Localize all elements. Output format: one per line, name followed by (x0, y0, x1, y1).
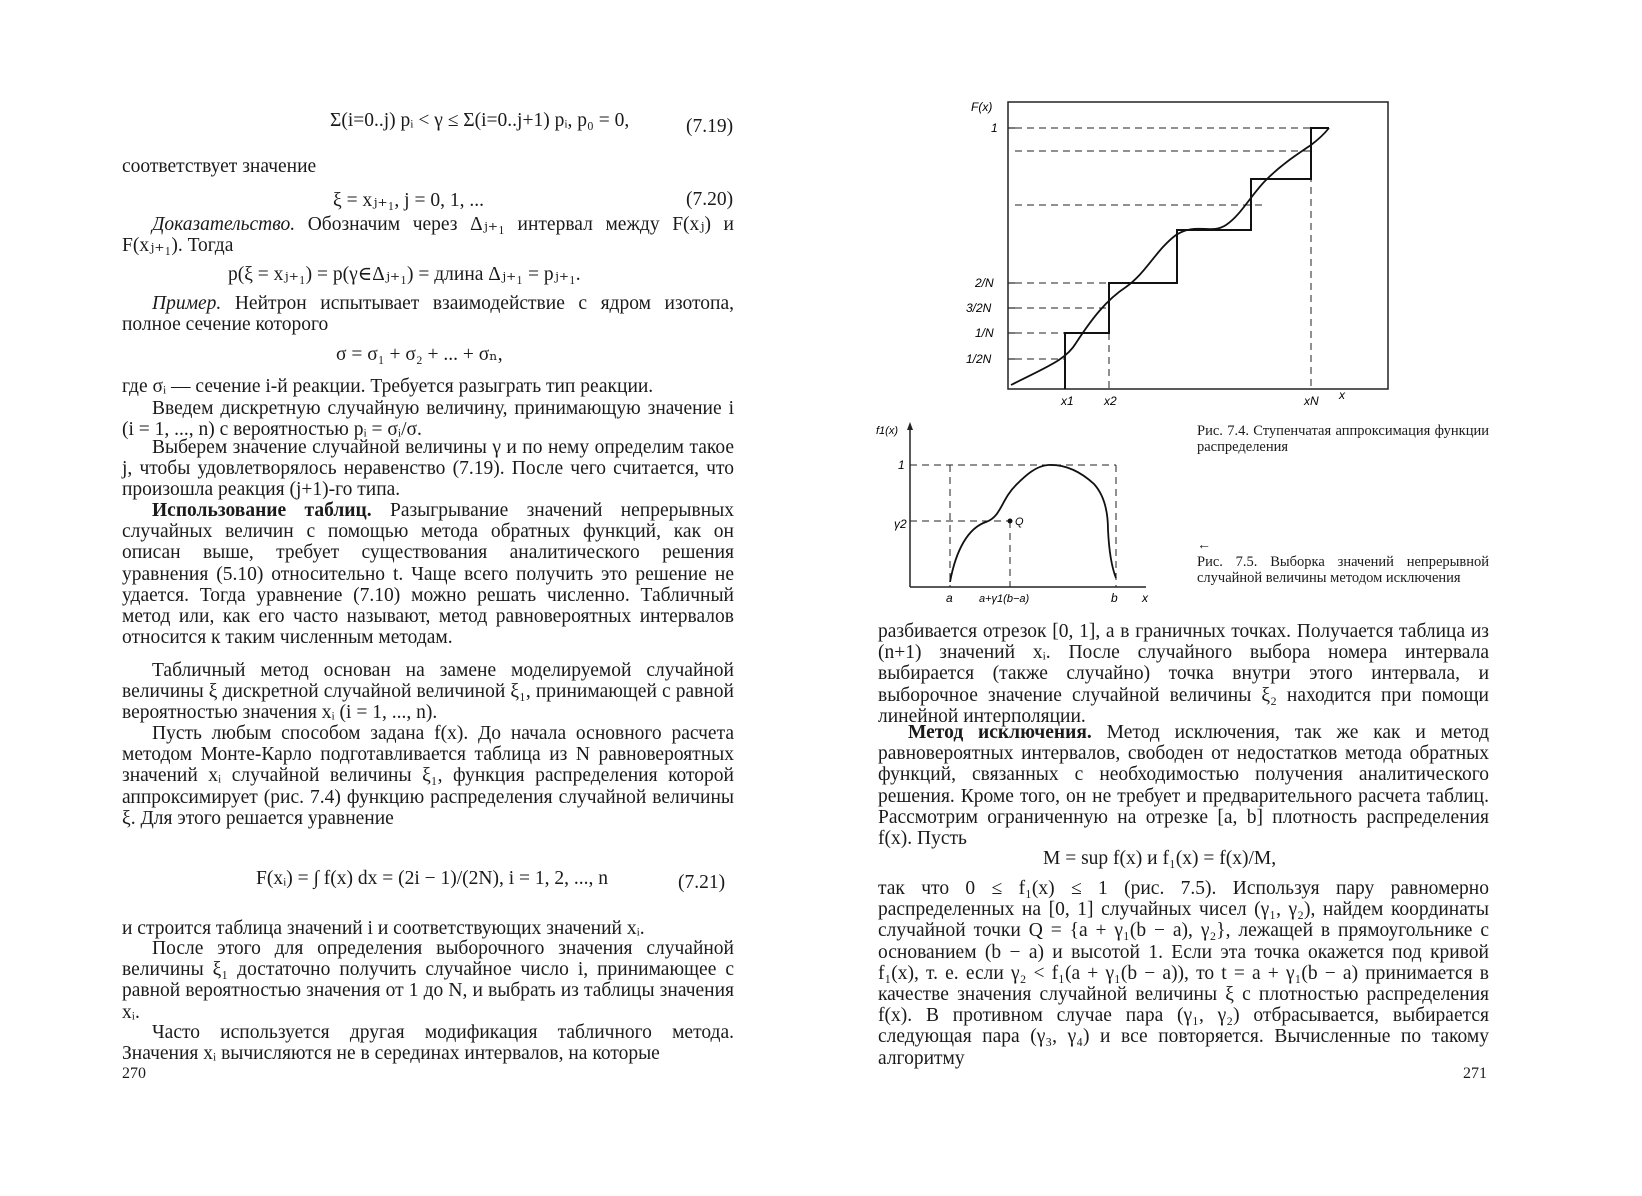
fig74-step-function (1065, 128, 1329, 389)
example-lead: Пример. (152, 293, 222, 314)
equation-7-19: Σ(i=0..j) pᵢ < γ ≤ Σ(i=0..j+1) pᵢ, p₀ = 0, (330, 110, 630, 131)
fig75-ytick-1: 1 (898, 458, 905, 472)
paragraph-tables (122, 500, 734, 648)
equation-number-7-21: (7.21) (678, 872, 726, 893)
fig74-ytick-3-2n: 3/2N (966, 301, 992, 315)
fig75-ytick-gamma2: γ2 (894, 517, 907, 531)
fig74-xtick-xn: xN (1304, 394, 1319, 408)
proof-lead: Доказательство. (152, 214, 296, 235)
fig75-arrow-mark: ← (1197, 538, 1211, 553)
paragraph-often: Часто используется другая модификация табличного метода. Значения xᵢ вычисляются не в серединах интервалов, на которые (122, 1022, 734, 1065)
paragraph-after: После этого для определения выборочного значения случайной величины ξ₁ достаточно получить случайное число i, принимающее с равной вероятностью значения от 1 до N, и выбрать из таблицы значения xᵢ. (122, 938, 734, 1023)
fig74-ticks (1008, 128, 1015, 359)
fig74-xtick-x1: x1 (1061, 394, 1074, 408)
fig74-xlabel: x (1339, 388, 1345, 402)
figure-7-5-exclusion-method (876, 420, 1176, 610)
equation-m-sup: M = sup f(x) и f₁(x) = f(x)/M, (1043, 848, 1277, 869)
paragraph-choose: Выберем значение случайной величины γ и по нему определим такое j, чтобы удовлетворялось неравенство (7.19). После чего считается, что произошла реакция (j+1)-го типа. (122, 437, 734, 501)
fig75-guide-lines (910, 465, 1116, 587)
fig75-ylabel: f1(x) (876, 425, 898, 437)
paragraph-split-segment: разбивается отрезок [0, 1], а в граничных точках. Получается таблица из (n+1) значений xᵢ. После случайного выбора номера интервала выбирается (также случайно) точка внутри этого интервала, и выборочное значение случайной величины ξ₂ находится при помощи линейной интерполяции. (878, 621, 1489, 727)
equation-sigma: σ = σ₁ + σ₂ + ... + σₙ, (336, 344, 503, 365)
tables-text: Разыгрывание значений непрерывных случайных величин с помощью метода обратных функций, как он описан выше, требует существования аналитического решения уравнения (5.10) относительно t. Чаще всего получить это решение не удается. Тогда уравнение (7.10) можно решать численно. Табличный метод или, как его часто называют, метод равновероятных интервалов относится к таким численным методам. (122, 500, 734, 649)
exclusion-text: Метод исключения, так же как и метод равновероятных интервалов, свободен от недостатков метода обратных функций, связанных с необходимостью получения аналитического решения. Кроме того, он не требует и предварительного расчета таблиц. Рассмотрим ограниченную на отрезке [a, b] плотность распределения f(x). Пусть (878, 722, 1489, 850)
paragraph-exclusion-method (878, 722, 1489, 849)
fig74-distribution-curve (1011, 128, 1329, 385)
text-line-corresponds: соответствует значение (122, 156, 317, 177)
paragraph-introduce: Введем дискретную случайную величину, принимающую значение i (i = 1, ..., n) с вероятностью pᵢ = σᵢ/σ. (122, 398, 734, 441)
fig74-ytick-2n: 2/N (975, 276, 994, 290)
fig75-xtick-b: b (1111, 591, 1118, 605)
equation-number-7-19: (7.19) (686, 116, 734, 137)
page-number-left: 270 (122, 1065, 146, 1082)
fig74-xtick-x2: x2 (1104, 394, 1117, 408)
paragraph-proof (122, 214, 734, 256)
figure-7-4-caption: Рис. 7.4. Ступенчатая аппроксимация функции распределения (1197, 423, 1489, 455)
paragraph-where: где σᵢ — сечение i-й реакции. Требуется разыграть тип реакции. (122, 376, 654, 397)
proof-text: Обозначим через Δⱼ₊₁ интервал между F(xⱼ) и F(xⱼ₊₁). Тогда (122, 214, 734, 257)
fig74-ytick-1n: 1/N (975, 326, 994, 340)
figure-7-4-step-approximation (951, 95, 1511, 415)
paragraph-let-f: Пусть любым способом задана f(x). До начала основного расчета методом Монте-Карло подготавливается таблица из N равновероятных значений xᵢ случайной величины ξ₁, функция распределения которой аппроксимирует (рис. 7.4) функцию распределения случайной величины ξ. Для этого решается уравнение (122, 723, 734, 829)
equation-7-20: ξ = xⱼ₊₁, j = 0, 1, ... (333, 190, 484, 211)
paragraph-example (122, 293, 734, 335)
exclusion-heading: Метод исключения. (908, 722, 1092, 743)
fig75-xtick-mid: a+γ1(b−a) (979, 593, 1030, 605)
example-text: Нейтрон испытывает взаимодействие с ядром изотопа, полное сечение которого (122, 293, 734, 336)
fig74-ytick-1: 1 (991, 121, 998, 135)
paragraph-tabular-method: Табличный метод основан на замене моделируемой случайной величины ξ дискретной случайной величиной ξ₁, принимающей с равной вероятностью значения xᵢ (i = 1, ..., n). (122, 660, 734, 724)
fig74-ylabel: F(x) (971, 100, 993, 114)
right-page (821, 0, 1642, 1196)
equation-probability: p(ξ = xⱼ₊₁) = p(γ∈Δⱼ₊₁) = длина Δⱼ₊₁ = pⱼ₊₁. (228, 264, 581, 285)
paragraph-builds-table: и строится таблица значений i и соответствующих значений xᵢ. (122, 918, 645, 939)
fig74-ytick-1-2n: 1/2N (966, 352, 992, 366)
equation-7-21: F(xᵢ) = ∫ f(x) dx = (2i − 1)/(2N), i = 1, 2, ..., n (256, 868, 609, 889)
figure-7-5-caption: Рис. 7.5. Выборка значений непрерывной случайной величины методом исключения (1197, 554, 1489, 586)
fig75-y-arrow (907, 422, 913, 430)
fig75-xlabel: x (1142, 591, 1148, 605)
page-number-right: 271 (1463, 1065, 1487, 1082)
fig75-point-q (1008, 519, 1013, 524)
fig75-xtick-a: a (946, 591, 953, 605)
fig75-point-label: Q (1015, 516, 1024, 528)
equation-number-7-20: (7.20) (686, 189, 734, 210)
tables-heading: Использование таблиц. (152, 500, 372, 521)
paragraph-so-that: так что 0 ≤ f₁(x) ≤ 1 (рис. 7.5). Используя пару равномерно распределенных на [0, 1] случайных чисел (γ₁, γ₂), найдем координаты случайной точки Q = {a + γ₁(b − a), γ₂}, лежащей в прямоугольнике с основанием (b − a) и высотой 1. Если эта точка окажется под кривой f₁(x), т. е. если γ₂ < f₁(a + γ₁(b − a)), то t = a + γ₁(b − a) принимается в качестве значения случайной величины ξ с плотностью распределения f(x). В противном случае пара (γ₁, γ₂) отбрасывается, выбирается следующая пара (γ₃, γ₄) и все повторяется. Вычисленные по такому алгоритму (878, 878, 1489, 1069)
fig75-density-curve (950, 465, 1116, 582)
